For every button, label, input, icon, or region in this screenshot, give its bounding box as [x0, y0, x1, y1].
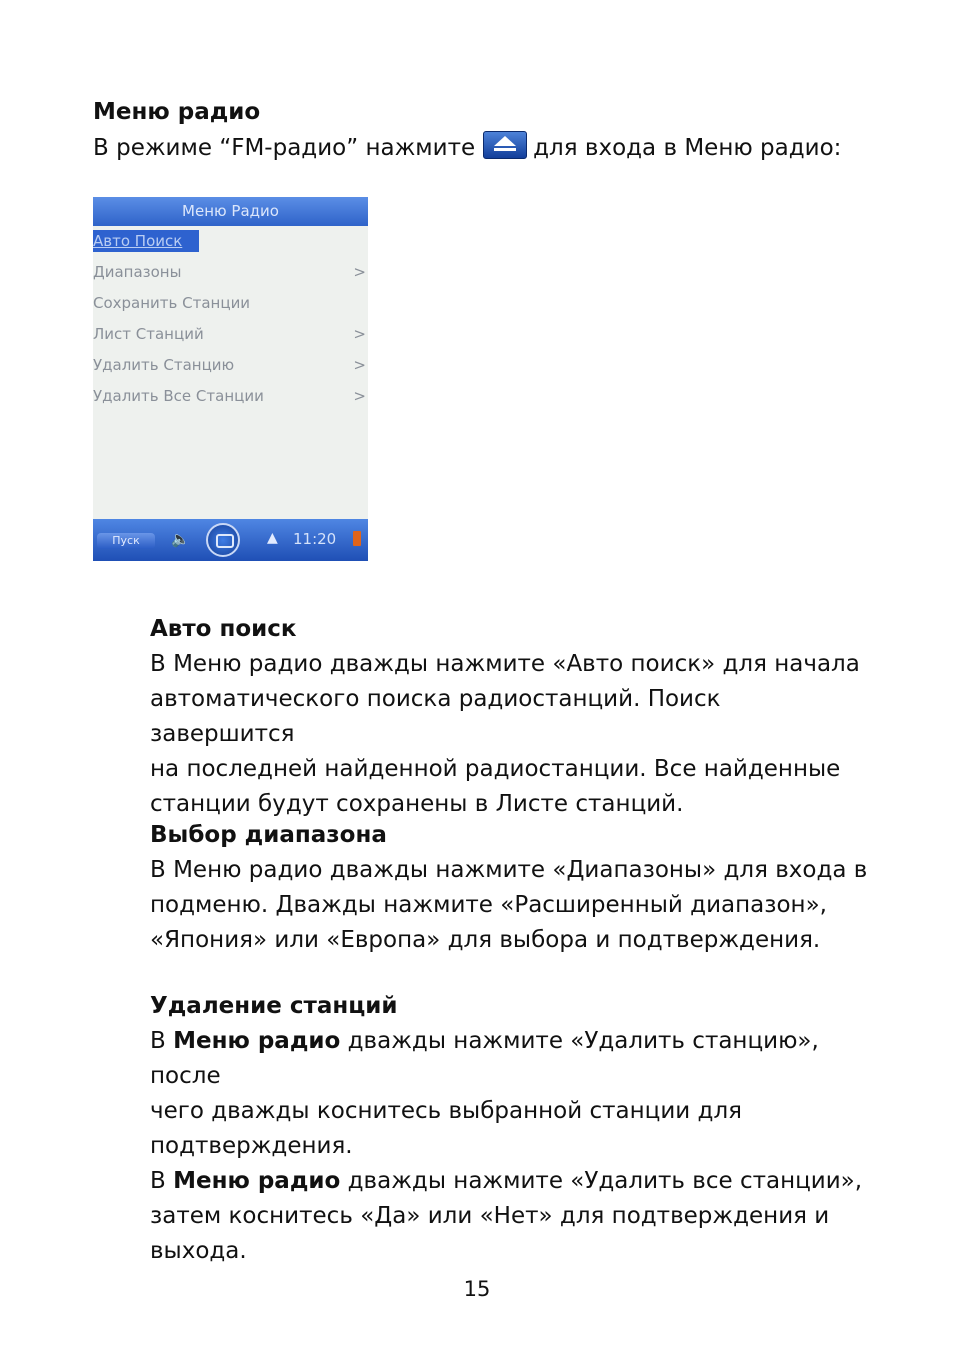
bold-term: Меню радио: [173, 1168, 341, 1194]
radio-menu-list: [93, 230, 368, 412]
paragraph-line: подтверждения.: [150, 1133, 353, 1159]
page-number: 15: [463, 1277, 491, 1301]
intro-text: [93, 131, 841, 164]
text-prefix: В: [150, 1028, 166, 1054]
chevron-right-icon: >: [353, 263, 366, 281]
bold-term: Меню радио: [173, 1028, 341, 1054]
paragraph-line: [150, 1024, 870, 1094]
clock: 11:20: [293, 530, 337, 548]
paragraph-line: В Меню радио дважды нажмите «Диапазоны» для входа в: [150, 857, 868, 883]
paragraph-line: станции будут сохранены в Листе станций.: [150, 791, 684, 817]
paragraph-line: чего дважды коснитесь выбранной станции для: [150, 1098, 742, 1124]
section-band-select: [150, 818, 870, 958]
menu-item-ranges[interactable]: [93, 257, 368, 288]
text-rest: дважды нажмите «Удалить все станции»,: [347, 1168, 863, 1194]
battery-icon: [353, 531, 361, 546]
taskbar: [93, 519, 368, 561]
paragraph-line: [150, 1164, 870, 1199]
menu-item-label: Сохранить Станции: [93, 294, 251, 312]
section-heading: Удаление станций: [150, 993, 398, 1019]
screen-header: Меню Радио: [93, 197, 368, 226]
text-prefix: В: [150, 1168, 166, 1194]
paragraph-line: «Япония» или «Европа» для выбора и подтверждения.: [150, 927, 821, 953]
page-title: Меню радио: [93, 99, 261, 125]
device-screenshot: [93, 197, 368, 561]
menu-item-label: Лист Станций: [93, 325, 204, 343]
chevron-right-icon: >: [353, 325, 366, 343]
chevron-right-icon: >: [353, 356, 366, 374]
menu-item-delete-station[interactable]: [93, 350, 368, 381]
eject-icon[interactable]: ▲: [267, 530, 278, 546]
paragraph-line: подменю. Дважды нажмите «Расширенный диапазон»,: [150, 892, 827, 918]
menu-item-delete-all-stations[interactable]: [93, 381, 368, 412]
section-heading: Выбор диапазона: [150, 822, 387, 848]
paragraph-line: на последней найденной радиостанции. Все найденные: [150, 756, 841, 782]
section-auto-search: [150, 612, 870, 822]
text-rest: дважды нажмите «Удалить станцию», после: [150, 1028, 819, 1089]
menu-item-label: Авто Поиск: [93, 232, 183, 250]
menu-item-label: Удалить Все Станции: [93, 387, 264, 405]
paragraph-line: выхода.: [150, 1238, 247, 1264]
menu-item-label: Удалить Станцию: [93, 356, 235, 374]
menu-item-save-stations[interactable]: [93, 288, 368, 319]
home-icon[interactable]: [206, 523, 240, 557]
intro-text-after: для входа в Меню радио:: [533, 135, 842, 161]
start-button[interactable]: Пуск: [97, 533, 155, 549]
eject-icon: [483, 131, 527, 159]
section-heading: Авто поиск: [150, 616, 297, 642]
speaker-icon[interactable]: 🔈: [171, 530, 190, 548]
section-delete-stations: [150, 989, 870, 1269]
menu-item-station-list[interactable]: [93, 319, 368, 350]
chevron-right-icon: >: [353, 387, 366, 405]
paragraph-line: В Меню радио дважды нажмите «Авто поиск» для начала: [150, 651, 860, 677]
menu-item-auto-search[interactable]: [93, 230, 199, 252]
paragraph-line: затем коснитесь «Да» или «Нет» для подтверждения и: [150, 1203, 830, 1229]
menu-item-label: Диапазоны: [93, 263, 182, 281]
paragraph-line: автоматического поиска радиостанций. Поиск завершится: [150, 686, 721, 747]
intro-text-before: В режиме “FM-радио” нажмите: [93, 135, 476, 161]
